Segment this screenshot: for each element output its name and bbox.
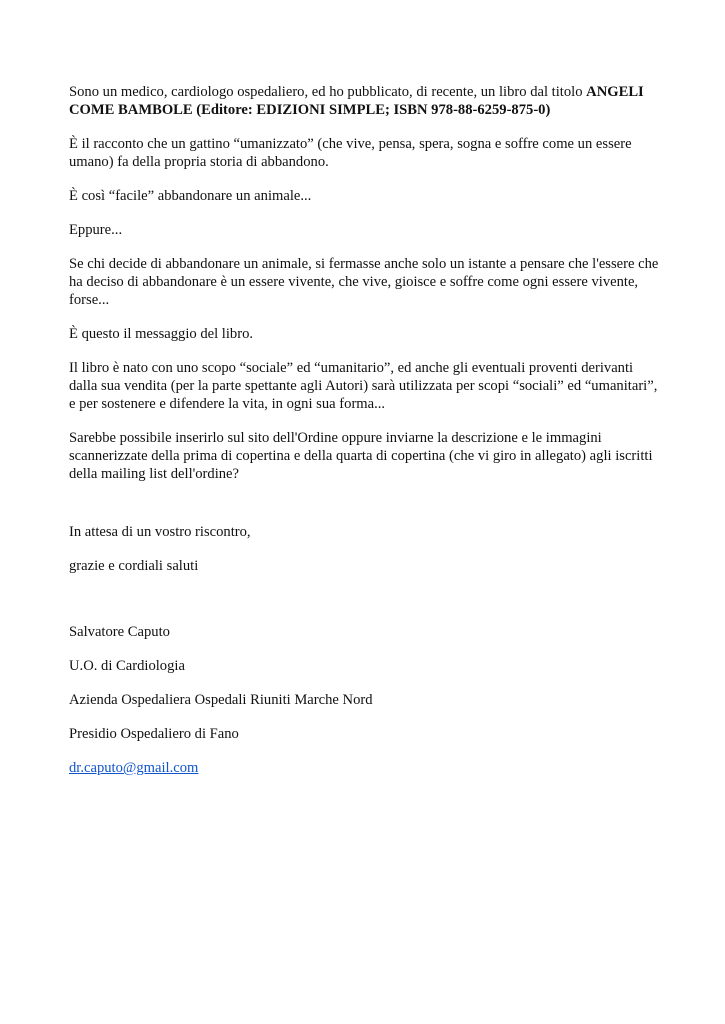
- reflection-paragraph: Se chi decide di abbandonare un animale, si fermasse anche solo un istante a pensare che l'essere che ha deciso di abbandonare è un essere vivente, che vive, gioisce e soffre come ogni essere vivente, forse...: [69, 256, 659, 308]
- closing-line-1: In attesa di un vostro riscontro,: [69, 524, 251, 540]
- signature-facility: Presidio Ospedaliero di Fano: [69, 726, 239, 742]
- signature-unit: U.O. di Cardiologia: [69, 658, 185, 674]
- signature-email-line: [69, 759, 659, 777]
- intro-paragraph: [69, 83, 659, 119]
- eppure-paragraph: Eppure...: [69, 222, 123, 238]
- request-paragraph: Sarebbe possibile inserirlo sul sito dell'Ordine oppure inviarne la descrizione e le immagini scannerizzate della prima di copertina e della quarta di copertina (che vi giro in allegato) agli iscritti della mailing list dell'ordine?: [69, 430, 653, 482]
- email-link[interactable]: dr.caputo@gmail.com: [69, 760, 199, 776]
- book-title: ANGELI COME BAMBOLE (Editore: EDIZIONI SIMPLE; ISBN 978-88-6259-875-0): [69, 84, 644, 118]
- message-paragraph: È questo il messaggio del libro.: [69, 326, 254, 342]
- purpose-paragraph: Il libro è nato con uno scopo “sociale” ed “umanitario”, ed anche gli eventuali proventi derivanti dalla sua vendita (per la parte spettante agli Autori) sarà utilizzata per scopi “sociali” ed “umanitari”, e per sostenere e difendere la vita, in ogni sua forma...: [69, 360, 658, 412]
- easy-paragraph: È così “facile” abbandonare un animale...: [69, 188, 312, 204]
- story-paragraph: È il racconto che un gattino “umanizzato” (che vive, pensa, spera, sogna e soffre come un essere umano) fa della propria storia di abbandono.: [69, 136, 632, 170]
- signature-hospital: Azienda Ospedaliera Ospedali Riuniti Marche Nord: [69, 692, 373, 708]
- letter-body: [69, 83, 659, 793]
- signature-name: Salvatore Caputo: [69, 624, 170, 640]
- closing-line-2: grazie e cordiali saluti: [69, 558, 199, 574]
- intro-text: Sono un medico, cardiologo ospedaliero, ed ho pubblicato, di recente, un libro dal titolo: [69, 84, 587, 100]
